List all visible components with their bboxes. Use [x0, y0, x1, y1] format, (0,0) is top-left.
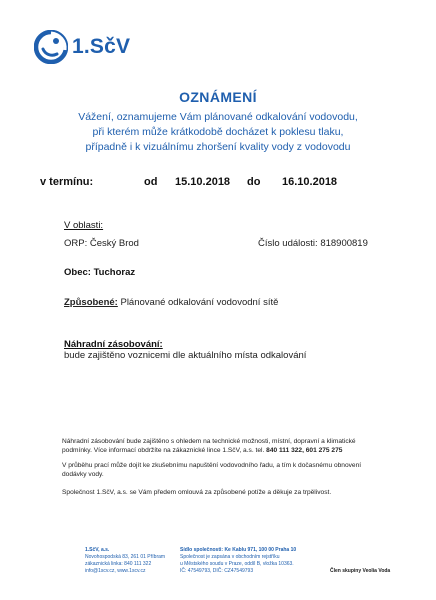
small-print-line: dodávky vody. [62, 470, 104, 478]
footer-line: 1.SčV, a.s. [85, 547, 110, 553]
footer-line: info@1scv.cz, www.1scv.cz [85, 568, 146, 574]
from-date: 15.10.2018 [175, 176, 231, 188]
replacement-value: bude zajištěno voznicemi dle aktuálního místa odkalování [64, 350, 307, 361]
municipality-row [64, 267, 135, 278]
small-print-line [62, 447, 382, 456]
from-label: od [144, 176, 158, 188]
company-logo [34, 30, 130, 64]
small-print-text: podmínky. Více informací obdržíte na zákaznické lince 1.SčV, a.s. tel. [62, 446, 265, 454]
footer-line: zákaznická linka: 840 111 322 [85, 561, 152, 567]
small-print-p1 [62, 438, 382, 456]
footer-line: IČ: 47549793, DIČ: CZ47549793 [180, 568, 254, 574]
term-label: v termínu: [40, 176, 94, 188]
cause-row [64, 297, 278, 308]
intro-line: při kterém může krátkodobě docházet k poklesu tlaku, [92, 126, 344, 138]
footer-line: u Městského soudu v Praze, oddíl B, vložka 10363. [180, 561, 294, 567]
replacement-label: Náhradní zásobování: [64, 339, 163, 350]
intro-text [40, 110, 396, 155]
footer-member: Člen skupiny Veolia Voda [330, 568, 391, 574]
cause-label: Způsobené: [64, 297, 118, 308]
intro-line: případně i k vizuálnímu zhoršení kvality vody z vodovodu [85, 141, 351, 153]
to-date: 16.10.2018 [282, 176, 338, 188]
small-print-p3: Společnost 1.SčV, a.s. se Vám předem omlouvá za způsobené potíže a děkuje za trpělivost. [62, 489, 332, 496]
event-label: Číslo události: [258, 238, 318, 249]
hotline-numbers: 840 111 322, 601 275 275 [266, 446, 343, 454]
municipality-value: Tuchoraz [93, 267, 136, 278]
term-line [40, 176, 400, 190]
event-number [258, 238, 368, 249]
municipality-label: Obec: [64, 267, 91, 278]
small-print-line: Náhradní zásobování bude zajištěno s ohledem na technické možnosti, místní, dopravní a klimatické [62, 438, 356, 445]
area-label: V oblasti: [64, 220, 104, 231]
logo-text: 1.SčV [72, 35, 131, 58]
footer-line: Společnost je zapsána v obchodním rejstříku [180, 554, 280, 560]
event-number-value: 818900819 [320, 238, 368, 249]
small-print-p2 [62, 462, 382, 480]
drop-logo-icon [34, 30, 68, 64]
small-print-line: V průběhu prací může dojít ke zkušebnímu napuštění vodovodního řadu, a tím k dočasnému obnovení [62, 462, 362, 469]
to-label: do [247, 176, 261, 188]
footer-col-right [180, 547, 296, 575]
intro-line: Vážení, oznamujeme Vám plánované odkalování vodovodu, [78, 111, 358, 123]
orp-value: ORP: Český Brod [64, 238, 139, 249]
footer-line: Sídlo společnosti: Ke Kablu 971, 100 00 Praha 10 [180, 547, 297, 553]
cause-value: Plánované odkalování vodovodní sítě [120, 297, 279, 308]
notice-title: OZNÁMENÍ [179, 89, 257, 105]
footer-col-left [85, 547, 165, 575]
footer-line: Novohospodská 83, 261 01 Příbram [85, 554, 166, 560]
